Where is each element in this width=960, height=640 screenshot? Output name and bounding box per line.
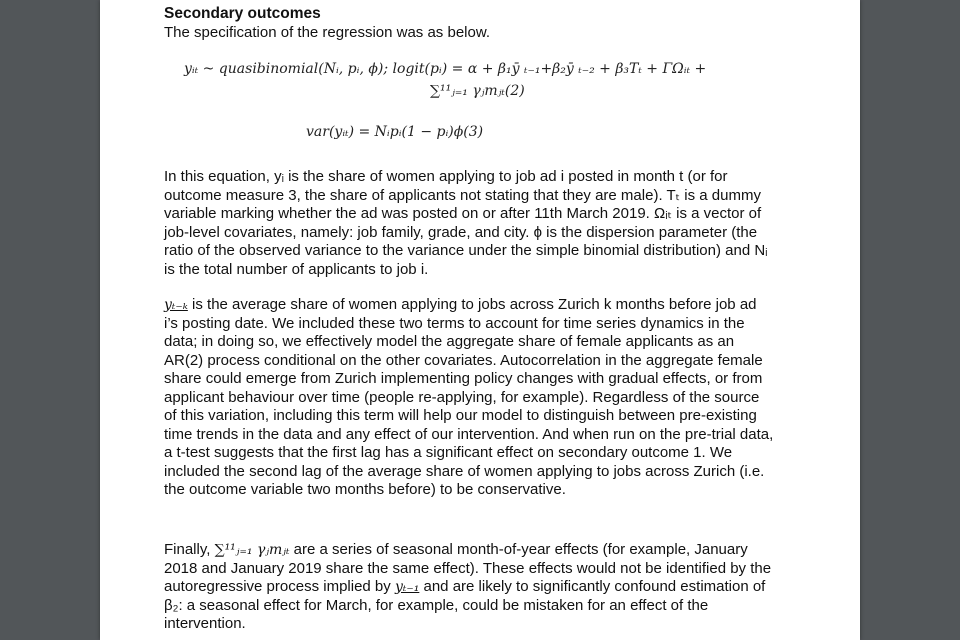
lag-symbol: yₜ₋ₖ bbox=[164, 297, 188, 313]
paragraph-seasonal bbox=[164, 541, 774, 634]
section-heading: Secondary outcomes bbox=[164, 5, 321, 22]
section-intro: The specification of the regression was as below. bbox=[164, 24, 491, 41]
document-page bbox=[100, 0, 860, 640]
lag1-symbol: yₜ₋₁ bbox=[394, 579, 420, 595]
paragraph-lag-text: is the average share of women applying to jobs across Zurich k months before job ad i’s posting date. We included these two terms to account for time series dynamics in the data; in doing so, we effectively model the aggregate share of female applicants as an AR(2) process conditional on the other covariates. Autocorrelation in the aggregate female share could emerge from Zurich implementing policy changes with gradual effects, or from applicant behaviour over time (people re-applying, for example). Regardless of the source of this variation, including this term will help our model to distinguish between pre-existing time trends in the data and any effect of our intervention. And when run on the pre-trial data, a t-test suggests that the first lag has a significant effect on secondary outcome 1. We included the second lag of the average share of women applying to jobs across Zurich (i.e. the outcome variable two months before) to be conservative. bbox=[164, 296, 774, 498]
paragraph-definitions: In this equation, yᵢ is the share of women applying to job ad i posted in month t (or for outcome measure 3, the share of applicants not stating that they are male). Tₜ is a dummy variable marking whether the ad was posted on or after 11th March 2019. Ωᵢₜ is a vector of job-level covariates, namely: job family, grade, and city. ϕ is the dispersion parameter (the ratio of the observed variance to the variance under the simple binomial distribution) and Nᵢ is the total number of applicants to job i. bbox=[164, 168, 768, 278]
equation-line-2: ∑¹¹ⱼ₌₁ γⱼmⱼₜ(2) bbox=[430, 83, 525, 99]
variance-equation: var(yᵢₜ) = Nᵢpᵢ(1 − pᵢ)ϕ(3) bbox=[306, 124, 484, 140]
section-header bbox=[164, 4, 774, 42]
seasonal-sum-symbol: ∑¹¹ⱼ₌₁ γⱼmⱼₜ bbox=[214, 542, 290, 558]
regression-equation bbox=[184, 58, 784, 102]
seasonal-text-mid: are a series of seasonal month-of-year effects (for example, January 2018 and January 2019 share the same effect). These effects would not be identified by the autoregressive process implied by bbox=[164, 541, 772, 595]
seasonal-text-end: and are likely to significantly confound estimation of β₂: a seasonal effect for March, for example, could be mistaken for an effect of the intervention. bbox=[164, 578, 766, 632]
paragraph-lag-terms bbox=[164, 296, 774, 500]
equation-line-1: yᵢₜ ~ quasibinomial(Nᵢ, pᵢ, ϕ); logit(pᵢ) = α + β₁ȳ ₜ₋₁+β₂ȳ ₜ₋₂ + β₃Tₜ + ΓΩᵢₜ + bbox=[184, 61, 707, 77]
seasonal-text-start: Finally, bbox=[164, 541, 215, 558]
